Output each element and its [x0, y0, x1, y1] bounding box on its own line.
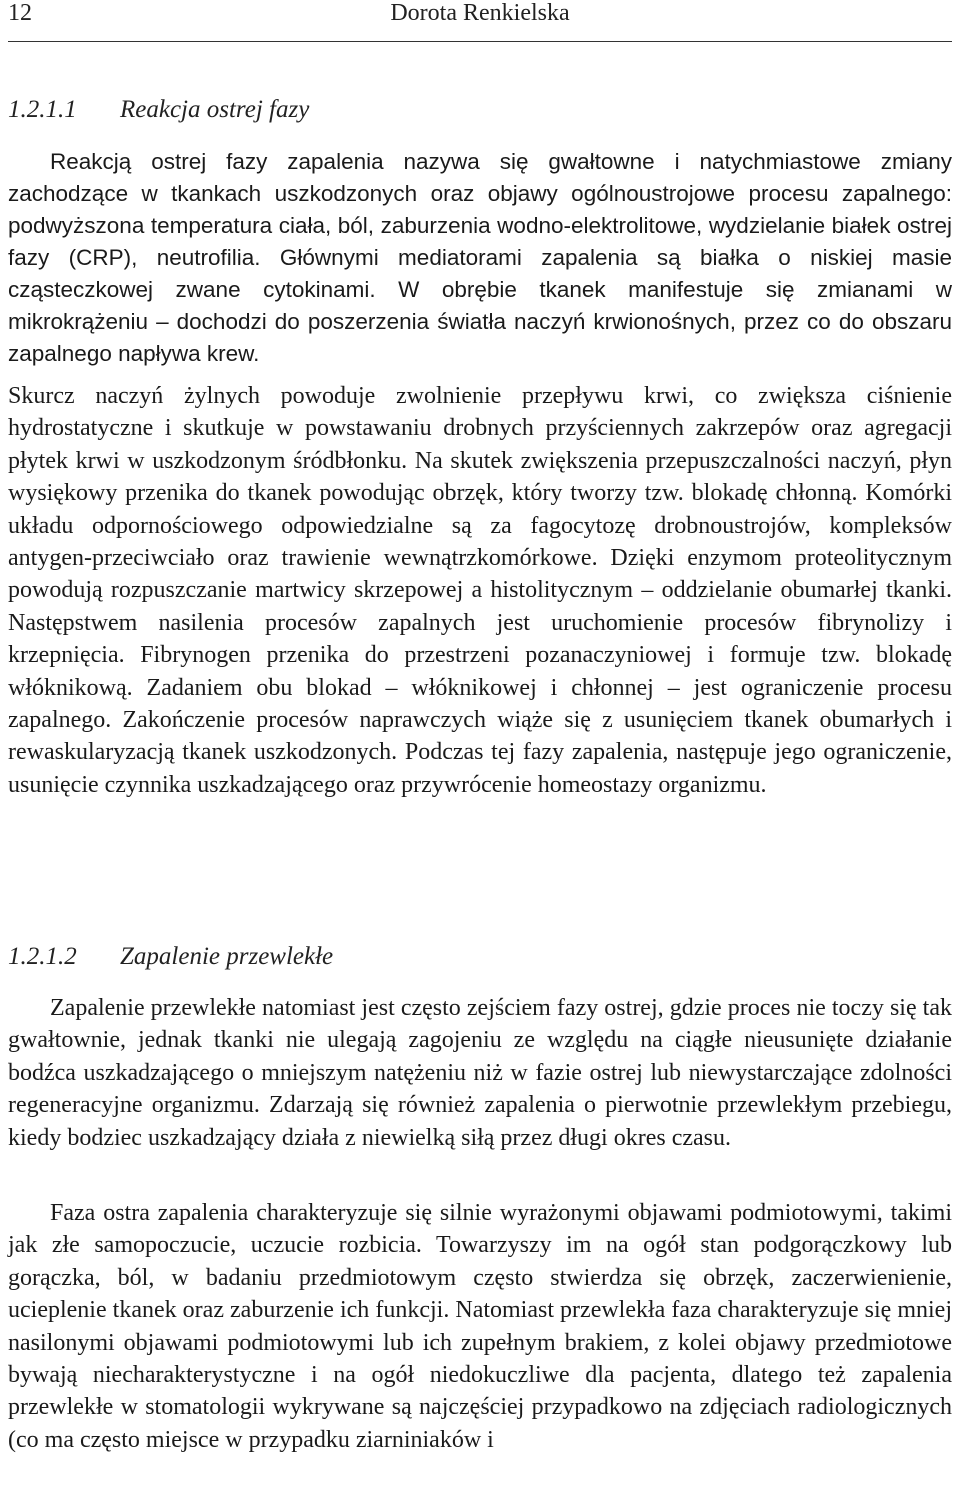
section-title: Zapalenie przewlekłe: [120, 943, 334, 970]
body-paragraph: Faza ostra zapalenia charakteryzuje się silnie wyrażonymi objawami podmiotowymi, takimi jak złe samopoczucie, uczucie rozbicia. Towarzyszy im na ogół stan podgorączkowy lub gorączka, ból, w badaniu przedmiotowym często stwierdza się obrzęk, zaczerwienienie, ucieplenie tkanek oraz zaburzenie ich funkcji. Natomiast przewlekła faza charakteryzuje się mniej nasilonymi objawami podmiotowymi lub ich zupełnym brakiem, z kolei objawy przedmiotowe bywają niecharakterystyczne i na ogół niedokuczliwe dla pacjenta, dlatego też zapalenia przewlekłe w stomatologii wykrywane są najczęściej przypadkowo na zdjęciach radiologicznych (co ma często miejsce w przypadku ziarniniaków i: [8, 1200, 952, 1453]
header-rule: [8, 41, 952, 42]
page-number: 12: [8, 0, 32, 26]
body-paragraph: Reakcją ostrej fazy zapalenia nazywa się gwałtowne i natychmiastowe zmiany zachodzące w tkankach uszkodzonych oraz objawy ogólnoustrojowe procesu zapalnego: podwyższona temperatura ciała, ból, zaburzenia wodno-elektrolitowe, wydzielanie białek ostrej fazy (CRP), neutrofilia. Głównymi mediatorami zapalenia są białka o niskiej masie cząsteczkowej zwane cytokinami. W obrębie tkanek manifestuje się zmianami w mikrokrążeniu – dochodzi do poszerzenia światła naczyń krwionośnych, przez co do obszaru zapalnego napływa krew.: [8, 149, 952, 366]
section-number: 1.2.1.1: [8, 96, 77, 123]
section-number: 1.2.1.2: [8, 943, 77, 970]
section-title: Reakcja ostrej fazy: [120, 96, 310, 123]
body-paragraph: Skurcz naczyń żylnych powoduje zwolnienie przepływu krwi, co zwiększa ciśnienie hydrostatyczne i skutkuje w powstawaniu drobnych przyściennych zakrzepów oraz agregacji płytek krwi w uszkodzonym śródbłonku. Na skutek zwiększenia przepuszczalności naczyń, płyn wysiękowy przenika do tkanek powodując obrzęk, który tworzy tzw. blokadę chłonną. Komórki układu odpornościowego odpowiedzialne są za fagocytozę drobnoustrojów, kompleksów antygen-przeciwciało oraz trawienie wewnątrzkomórkowe. Dzięki enzymom proteolitycznym powodują rozpuszczanie martwicy skrzepowej a histolitycznym – oddzielanie obumarłej tkanki. Następstwem nasilenia procesów zapalnych jest uruchomienie procesów fibrynolizy i krzepnięcia. Fibrynogen przenika do przestrzeni pozanaczyniowej i formuje tzw. blokadę włóknikową. Zadaniem obu blokad – włóknikowej i chłonnej – jest ograniczenie procesu zapalnego. Zakończenie procesów naprawczych wiąże się z usunięciem tkanek obumarłych i rewaskularyzacją tkanek uszkodzonych. Podczas tej fazy zapalenia, następuje jego ograniczenie, usunięcie czynnika uszkadzającego oraz przywrócenie homeostazy organizmu.: [8, 383, 952, 798]
section-heading-2: [8, 943, 333, 971]
page-header: [8, 0, 952, 42]
section-heading-1: [8, 96, 309, 124]
running-head: Dorota Renkielska: [390, 0, 570, 26]
body-paragraph: Zapalenie przewlekłe natomiast jest często zejściem fazy ostrej, gdzie proces nie toczy się tak gwałtownie, jednak tkanki nie ulegają zagojeniu ze względu na ciągłe nieusunięte działanie bodźca uszkadzającego o mniejszym natężeniu niż w fazie ostrej lub niewystarczające zdolności regeneracyjne organizmu. Zdarzają się również zapalenia o pierwotnie przewlekłym przebiegu, kiedy bodziec uszkadzający działa z niewielką siłą przez długi okres czasu.: [8, 995, 952, 1151]
